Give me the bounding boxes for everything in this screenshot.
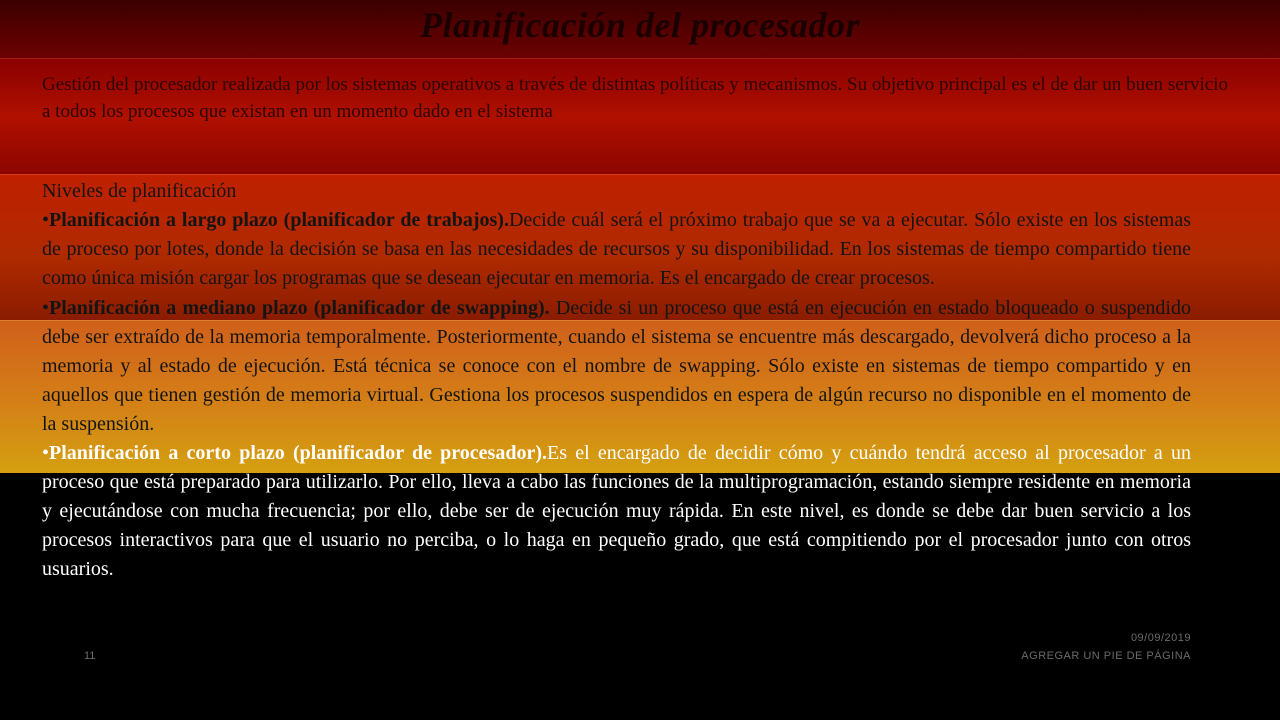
slide-body [42,177,1191,584]
level-item-medium-term [42,293,1191,439]
level-title: Planificación a largo plazo (planificador de trabajos). [49,209,509,231]
level-title: Planificación a mediano plazo (planificador de swapping). [49,297,550,319]
level-title: Planificación a corto plazo (planificador de procesador). [49,442,547,464]
page-number: 11 [84,650,96,662]
bullet: • [42,297,50,319]
level-text: Decide si un proceso que está en ejecución en estado bloqueado o suspendido debe ser extraído de la memoria temporalmente. Posteriormente, cuando el sistema se encuentre más descargado, devolverá dicho proceso a la memoria y al estado de ejecución. Está técnica se conoce con el nombre de swapping. Sólo existe en sistemas de tiempo compartido y en aquellos que tienen gestión de memoria virtual. Gestiona los procesos suspendidos en espera de algún recurso no disponible en el momento de la suspensión. [42,297,1191,435]
level-text: Es el encargado de decidir cómo y cuándo tendrá acceso al procesador a un proceso que está preparado para utilizarlo. Por ello, lleva a cabo las funciones de la multiprogramación, estando siempre residente en memoria y ejecutándose con mucha frecuencia; por ello, debe ser de ejecución muy rápida. En este nivel, es donde se debe dar buen servicio a los procesos interactivos para que el usuario no perciba, o lo haga en pequeño grado, que está compitiendo por el procesador junto con otros usuarios. [42,442,1191,580]
footer-text: AGREGAR UN PIE DE PÁGINA [1021,650,1191,662]
levels-heading: Niveles de planificación [42,180,237,202]
intro-paragraph: Gestión del procesador realizada por los sistemas operativos a través de distintas políticas y mecanismos. Su objetivo principal es el de dar un buen servicio a todos los procesos que existan en un momento dado en el sistema [42,74,1228,122]
level-item-long-term [42,205,1191,293]
level-item-short-term [42,439,1191,584]
level-text: Decide cuál será el próximo trabajo que se va a ejecutar. Sólo existe en los sistemas de proceso por lotes, donde la decisión se basa en las necesidades de recursos y su disponibilidad. En los sistemas de tiempo compartido tiene como única misión cargar los programas que se desean ejecutar en memoria. Es el encargado de crear procesos. [42,209,1191,289]
bullet: • [42,209,50,231]
bullet: • [42,442,50,464]
slide-title: Planificación del procesador [420,5,860,45]
footer-date: 09/09/2019 [1130,632,1191,644]
